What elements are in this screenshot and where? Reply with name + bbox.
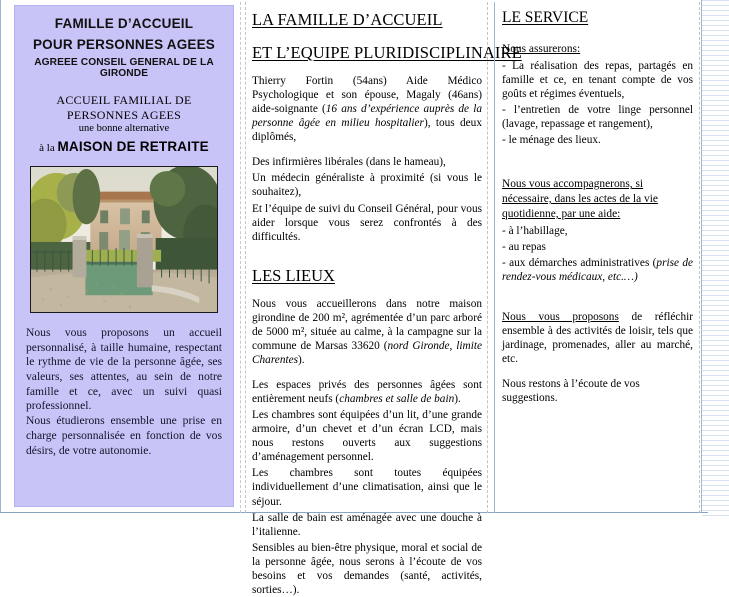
aide-item-2: - au repas: [502, 240, 546, 253]
team-intro-plain-2: ), tous deux diplômés,: [252, 117, 482, 144]
family-heading-line2: ET L’EQUIPE PLURIDISCIPLINAIRE: [252, 43, 522, 62]
aide-item-3: [502, 256, 693, 284]
assurerons-item-3: - le ménage des lieux.: [502, 134, 601, 147]
places-paragraph-3: Les chambres sont équipées d’un lit, d’une grande armoire, d’un chevet et d’un écran LCD, mais nous restons ouverts aux suggestions d’aménagement personnel.: [252, 409, 482, 464]
proposons-lead: Nous vous proposons: [502, 310, 619, 323]
tagline-line2: une bonne alternative: [78, 122, 170, 134]
places-p2-b: ).: [454, 393, 461, 406]
closing-paragraph: Nous restons à l’écoute de vos suggestions.: [502, 378, 640, 405]
team-line-2: Un médecin généraliste à proximité (si vous le souhaitez),: [252, 172, 482, 199]
places-p1-b: ).: [298, 353, 305, 366]
intro-paragraph-2: Nous étudierons ensemble une prise en charge personnalisée en fonction de vos désirs, de votre autonomie.: [26, 414, 222, 457]
page-right-rule: [701, 0, 702, 513]
brochure-title-line1: FAMILLE D’ACCUEIL: [54, 16, 194, 31]
places-paragraph-5: La salle de bain est aménagée avec une douche à l’italienne.: [252, 511, 482, 538]
family-heading-line1: LA FAMILLE D’ACCUEIL: [252, 10, 443, 29]
assurerons-lead: Nous assurerons:: [502, 43, 581, 55]
places-p1-italic: nord Gironde, limite Charentes: [252, 339, 483, 366]
places-paragraph-4: Les chambres sont toutes équipées individuellement d’une climatisation, ainsi que le séjour.: [252, 467, 482, 508]
accompagnerons-lead: Nous vous accompagnerons, si nécessaire, dans les actes de la vie quotidienne, par une aide:: [502, 178, 658, 220]
team-intro-paragraph: [252, 74, 482, 144]
places-paragraph-2: [252, 378, 482, 406]
column-right: [494, 2, 700, 513]
team-line-1: Des infirmières libérales (dans le hameau),: [252, 156, 446, 169]
page-left-rule: [0, 0, 1, 513]
places-paragraph-1: [252, 297, 482, 367]
aide-item-1: - à l’habillage,: [502, 224, 568, 237]
team-intro-plain-1: Thierry Fortin (54ans) Aide Médico Psychologique et son épouse, Magaly (46ans) aide-soignante (: [252, 75, 482, 116]
proposons-rest: de réfléchir ensemble à des activités de loisir, tels que jardinage, promenades, aller au marché, etc.: [502, 310, 693, 366]
tagline-line3: [24, 139, 224, 154]
aide-item-3-italic: prise de rendez-vous médicaux, etc.…): [502, 256, 693, 283]
brochure-title-line2: POUR PERSONNES AGEES: [32, 36, 216, 52]
accreditation-subtitle: AGREEE CONSEIL GENERAL DE LA GIRONDE: [34, 56, 214, 79]
page-right-hatch-band: [702, 0, 729, 516]
service-heading: LE SERVICE: [502, 9, 589, 26]
highlight-panel: [14, 5, 234, 507]
tagline-line1: ACCUEIL FAMILIAL DE PERSONNES AGEES: [56, 92, 192, 122]
assurerons-item-1: - La réalisation des repas, partagés en famille et ce, en tenant compte de vos goûts et régimes éventuels,: [502, 59, 693, 100]
places-paragraph-6: Sensibles au bien-être physique, moral et social de la personne âgée, nous serons à l’écoute de vos besoins et vos demandes (santé, activités, sorties…).: [252, 541, 482, 596]
proposons-paragraph: [502, 310, 693, 366]
places-p2-a: Les espaces privés des personnes âgées sont entièrement neufs (: [252, 379, 482, 406]
places-p2-italic: chambres et salle de bain: [339, 393, 455, 406]
team-intro-italic: 16 ans d’expérience auprès de la personne âgée en milieu hospitalier: [252, 103, 482, 130]
column-left: [3, 2, 241, 513]
places-p1-a: Nous vous accueillerons dans notre maison girondine de 200 m², agrémentée d’un parc arboré de 5000 m², située au calme, à la campagne sur la commune de Marsas 33620 (: [252, 297, 482, 352]
aide-item-3-plain: - aux démarches administratives (: [502, 256, 657, 269]
tagline-line3-prefix: à la: [39, 141, 58, 154]
house-photo: [30, 166, 218, 313]
assurerons-item-2: - l’entretien de votre linge personnel (lavage, repassage et rangement),: [502, 104, 693, 131]
places-heading: LES LIEUX: [252, 265, 335, 285]
intro-paragraph-1: Nous vous proposons un accueil personnalisé, à taille humaine, respectant le rythme de vie de la personne âgée, ses valeurs, ses attentes, au sein de notre famille et ce, avec un suivi quasi professionnel.: [26, 325, 222, 413]
intro-text-block: [26, 326, 222, 458]
column-middle: [245, 2, 522, 596]
tagline-line3-strong: MAISON DE RETRAITE: [57, 138, 209, 154]
team-line-3: Et l’équipe de suivi du Conseil Général, pour vous aider lorsque vous serez confrontés à des difficultés.: [252, 202, 482, 243]
